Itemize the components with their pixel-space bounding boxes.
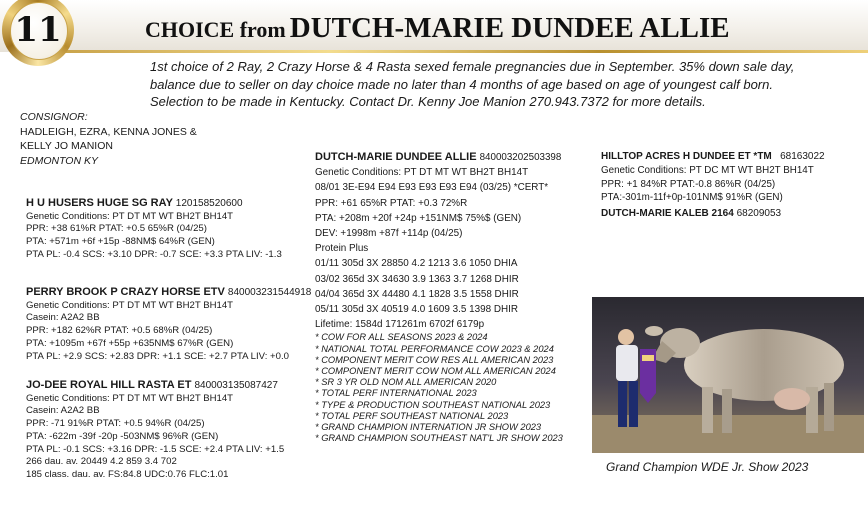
maternal-grandsire (601, 207, 825, 221)
dam-achievement: * TOTAL PERF SOUTHEAST NATIONAL 2023 (315, 410, 509, 421)
dam-achievement: * COW FOR ALL SEASONS 2023 & 2024 (315, 332, 488, 343)
photo-caption: Grand Champion WDE Jr. Show 2023 (606, 460, 809, 474)
dam-achievement: * COMPONENT MERIT COW NOM ALL AMERICAN 2024 (315, 366, 556, 377)
maternal-sire-name (601, 150, 825, 164)
sire-block-crazy-horse (26, 286, 311, 363)
sire-line: PPR: +182 62%R PTAT: +0.5 68%R (04/25) (26, 325, 213, 337)
dam-achievement: * SR 3 YR OLD NOM ALL AMERICAN 2020 (315, 377, 497, 388)
consignor-location: EDMONTON KY (20, 154, 98, 167)
sire-reg: 120158520600 (175, 198, 243, 209)
sire-block-rasta (26, 379, 284, 482)
dam-achievement: * NATIONAL TOTAL PERFORMANCE COW 2023 & 2024 (315, 343, 554, 354)
title-name: DUTCH-MARIE DUNDEE ALLIE (289, 12, 730, 44)
dam-line: 05/11 305d 3X 40519 4.0 1609 3.5 1398 DHIR (315, 304, 518, 316)
dam-line: Protein Plus (315, 243, 369, 255)
sire-line: 185 class. dau. av. FS:84.8 UDC:0.76 FLC:1.01 (26, 468, 229, 480)
consignor-label: CONSIGNOR: (20, 111, 88, 123)
show-photo (592, 297, 864, 453)
description-line: Selection to be made in Kentucky. Contact Dr. Kenny Joe Manion 270.943.7372 for more details. (150, 94, 706, 109)
dam-achievement: * GRAND CHAMPION INTERNATION JR SHOW 2023 (315, 422, 542, 433)
sire-name-text: JO-DEE ROYAL HILL RASTA ET (26, 379, 192, 391)
sire-line: PTA PL: -0.1 SCS: +3.16 DPR: -1.5 SCE: +2.4 PTA LIV: +1.5 (26, 443, 285, 455)
sire-reg: 840003231544918 (227, 287, 312, 298)
dam-name-text: DUTCH-MARIE DUNDEE ALLIE (315, 151, 477, 163)
dam-line: 08/01 3E-E94 E94 E93 E93 E93 E94 (03/25) *CERT* (315, 182, 549, 194)
description-line: balance due to seller on day choice made no later than 4 months of age based on age of youngest calf born. (150, 76, 773, 92)
dam-line: Genetic Conditions: PT DT MT WT BH2T BH14T (315, 167, 529, 179)
maternal-line: Genetic Conditions: PT DC MT WT BH2T BH14T (601, 164, 814, 176)
dam-line: PTA: +208m +20f +24p +151NM$ 75%$ (GEN) (315, 212, 522, 224)
maternal-line: PTA:-301m-11f+0p-101NM$ 91%R (GEN) (601, 192, 783, 204)
header-gold-rule (60, 50, 868, 53)
lot-number: 11 (14, 10, 62, 50)
lot-title (145, 12, 730, 45)
sire-line: PPR: -71 91%R PTAT: +0.5 94%R (04/25) (26, 418, 205, 430)
dam-reg: 840003202503398 (479, 152, 562, 163)
sire-line: Casein: A2A2 BB (26, 312, 100, 324)
consignor-line: KELLY JO MANION (20, 140, 113, 152)
consignor-line: HADLEIGH, EZRA, KENNA JONES & (20, 125, 197, 138)
sire-line: PPR: +38 61%R PTAT: +0.5 65%R (04/25) (26, 223, 207, 235)
dam-line: DEV: +1998m +87f +114p (04/25) (315, 228, 463, 240)
maternal-sire-name-text: HILLTOP ACRES H DUNDEE ET *TM (601, 151, 772, 162)
dam-achievement: * TYPE & PRODUCTION SOUTHEAST NATIONAL 2023 (315, 399, 551, 410)
sire-line: PTA: +571m +6f +15p -88NM$ 64%R (GEN) (26, 236, 215, 248)
sire-line: Genetic Conditions: PT DT MT WT BH2T BH14T (26, 299, 234, 311)
sire-line: PTA: -622m -39f -20p -503NM$ 96%R (GEN) (26, 430, 219, 442)
consignor-block (20, 110, 197, 168)
grandsire-name: DUTCH-MARIE KALEB 2164 (601, 208, 734, 220)
lot-description (150, 58, 860, 111)
sire-name (26, 379, 284, 393)
sire-line: PTA PL: +2.9 SCS: +2.83 DPR: +1.1 SCE: +2.7 PTA LIV: +0.0 (26, 350, 289, 362)
dam-line: 03/02 365d 3X 34630 3.9 1363 3.7 1268 DHIR (315, 273, 519, 285)
description-line: 1st choice of 2 Ray, 2 Crazy Horse & 4 Rasta sexed female pregnancies due in September. 35% down sale day, (150, 59, 795, 74)
dam-achievement: * TOTAL PERF INTERNATIONAL 2023 (315, 388, 477, 399)
sire-block-ray (26, 197, 282, 262)
dam-line: PPR: +61 65%R PTAT: +0.3 72%R (315, 197, 468, 209)
dam-line: Lifetime: 1584d 171261m 6702f 6179p (315, 319, 485, 331)
title-prefix: CHOICE from (145, 17, 286, 42)
dam-line: 01/11 305d 3X 28850 4.2 1213 3.6 1050 DHIA (315, 258, 518, 270)
sire-line: PTA PL: -0.4 SCS: +3.10 DPR: -0.7 SCE: +3.3 PTA LIV: -1.3 (26, 248, 282, 260)
sire-line: Genetic Conditions: PT DT MT WT BH2T BH14T (26, 210, 234, 222)
maternal-line: PPR: +1 84%R PTAT:-0.8 86%R (04/25) (601, 178, 776, 190)
sire-name-text: H U HUSERS HUGE SG RAY (26, 197, 173, 209)
maternal-sire-block (601, 150, 825, 221)
dam-name (315, 150, 563, 165)
dam-achievement: * COMPONENT MERIT COW RES ALL AMERICAN 2023 (315, 354, 554, 365)
dam-block (315, 150, 563, 444)
dam-line: 04/04 365d 3X 44480 4.1 1828 3.5 1558 DHIR (315, 288, 519, 300)
sire-line: Casein: A2A2 BB (26, 405, 100, 417)
sire-line: Genetic Conditions: PT DT MT WT BH2T BH14T (26, 392, 234, 404)
sire-name-text: PERRY BROOK P CRAZY HORSE ETV (26, 286, 225, 298)
sire-line: PTA: +1095m +67f +55p +635NM$ 67%R (GEN) (26, 337, 234, 349)
dam-achievement: * GRAND CHAMPION SOUTHEAST NAT'L JR SHOW 2023 (315, 433, 563, 444)
sire-reg: 840003135087427 (194, 380, 278, 391)
maternal-sire-reg: 68163022 (780, 151, 825, 162)
show-photo-illustration (592, 297, 864, 453)
grandsire-reg: 68209053 (736, 208, 782, 220)
sire-name (26, 286, 311, 300)
sire-name (26, 197, 282, 211)
sire-line: 266 dau. av. 20449 4.2 859 3.4 702 (26, 456, 177, 468)
